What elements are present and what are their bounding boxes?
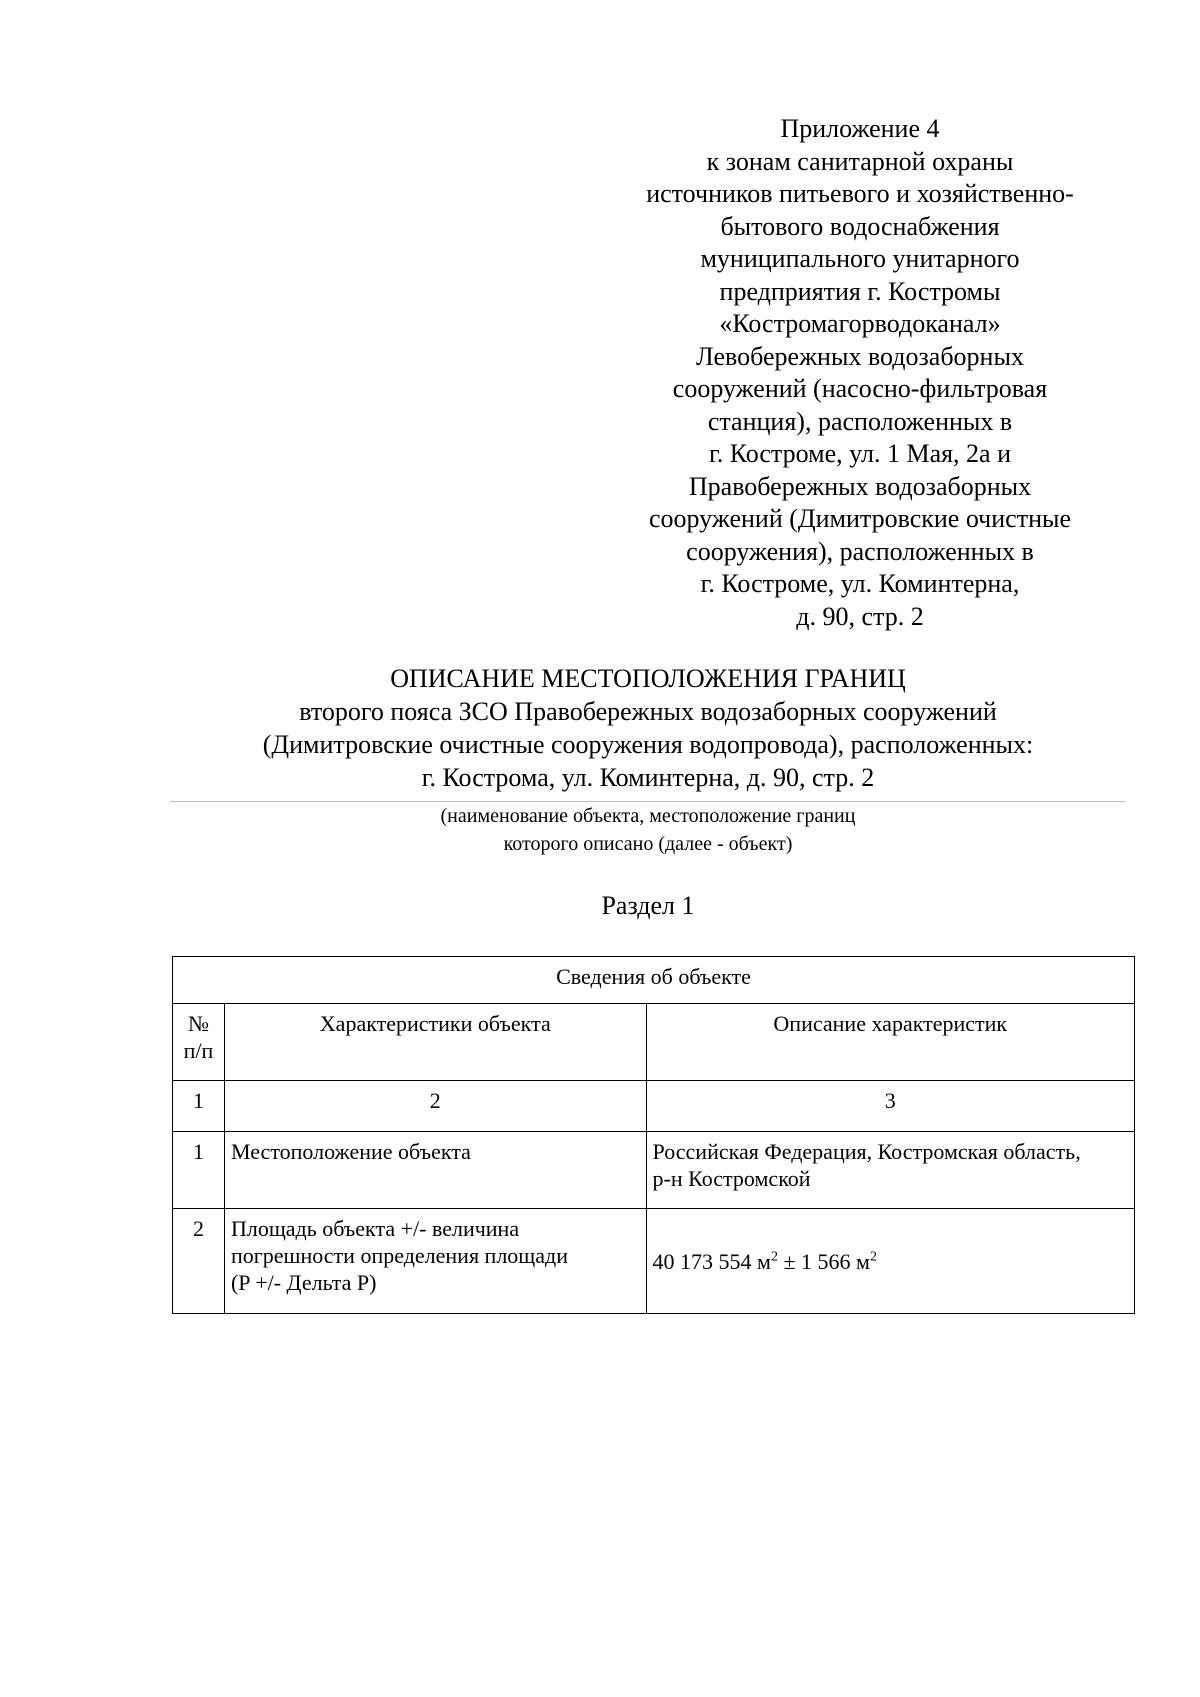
description-line: Российская Федерация, Костромская область, [652,1139,1081,1164]
annex-line: источников питьевого и хозяйственно- [646,179,1074,208]
characteristic-line: Площадь объекта +/- величина [230,1216,520,1241]
characteristic-line: погрешности определения площади [230,1243,568,1268]
row-description-area [646,1209,1134,1314]
description-line: р-н Костромской [652,1166,811,1191]
title-sub-line: второго пояса ЗСО Правобережных водозаборных сооружений [299,697,997,726]
annex-line: сооружений (Димитровские очистные [648,504,1071,533]
header-description: Описание характеристик [646,1004,1134,1081]
annex-line: Правобережных водозаборных [688,471,1032,501]
title-sub-line: г. Кострома, ул. Коминтерна, д. 90, стр. 2 [421,763,875,792]
annex-line: сооружения), расположенных в [686,536,1034,566]
annex-line: к зонам санитарной охраны [706,146,1014,176]
area-value: 40 173 554 м [652,1248,771,1274]
annex-line: г. Костроме, ул. Коминтерна, [700,569,1020,598]
annex-line: Левобережных водозаборных [696,341,1024,371]
document-title [170,663,1126,794]
annex-line: д. 90, стр. 2 [796,601,924,631]
section-heading: Раздел 1 [601,891,695,920]
annex-line: бытового водоснабжения [720,211,1000,241]
table-caption: Сведения об объекте [173,957,1135,1004]
column-number: 2 [224,1081,646,1132]
table-row [173,1132,1135,1209]
area-error: ± 1 566 м [777,1248,870,1274]
characteristic-line: (P +/- Дельта P) [230,1270,377,1295]
header-characteristics: Характеристики объекта [224,1004,646,1081]
title-sub-line: (Димитровские очистные сооружения водопровода), расположенных: [262,730,1034,759]
header-num-line1: № [187,1011,209,1036]
column-number: 1 [173,1081,225,1132]
row-characteristic: Местоположение объекта [224,1132,646,1209]
annex-line: станция), расположенных в [707,406,1013,436]
table-row [173,1209,1135,1314]
row-characteristic [224,1209,646,1314]
annex-header [630,113,1090,633]
area-unit-exponent: 2 [770,1249,778,1265]
header-num-line2: п/п [183,1038,214,1063]
row-description [646,1132,1134,1209]
header-num [173,1004,225,1081]
annex-line: сооружений (насосно-фильтровая [672,374,1048,403]
area-error-exponent: 2 [869,1249,877,1265]
title-main: ОПИСАНИЕ МЕСТОПОЛОЖЕНИЯ ГРАНИЦ [390,664,906,693]
title-caption [170,802,1126,858]
annex-line: г. Костроме, ул. 1 Мая, 2а и [708,439,1012,468]
caption-line: (наименование объекта, местоположение границ [440,805,856,827]
annex-line: Приложение 4 [780,114,940,143]
row-number: 1 [173,1132,225,1209]
object-info-table [172,956,1135,1314]
annex-line: предприятия г. Костромы [719,276,1001,306]
caption-line: которого описано (далее - объект) [503,833,793,855]
row-number: 2 [173,1209,225,1314]
column-number: 3 [646,1081,1134,1132]
annex-line: «Костромагорводоканал» [719,309,1001,338]
annex-line: муниципального унитарного [700,244,1020,273]
